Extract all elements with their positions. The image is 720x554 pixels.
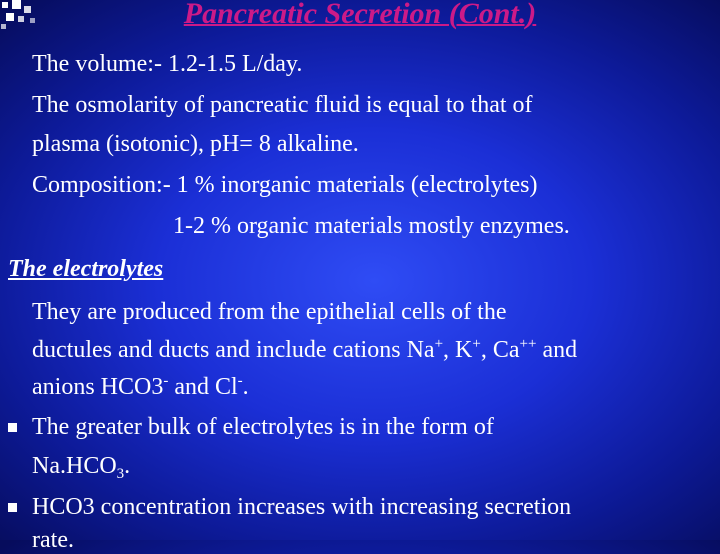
electrolytes-heading: The electrolytes <box>8 256 164 282</box>
slide-title: Pancreatic Secretion (Cont.) <box>183 0 537 30</box>
nahco-subscript: 3 <box>116 466 125 482</box>
anions-text: anions HCO3 <box>32 374 164 400</box>
ca-charge: ++ <box>519 336 537 352</box>
hco3-line-1: HCO3 concentration increases with increasing secretion <box>32 494 572 520</box>
produced-line-1: They are produced from the epithelial cells of the <box>32 299 507 325</box>
k-text: , K <box>443 337 473 363</box>
nahco-period: . <box>124 453 131 479</box>
k-charge: + <box>472 336 481 352</box>
cl-charge: - <box>237 373 243 389</box>
nahco-text: Na.HCO <box>32 453 117 479</box>
hco3-charge: - <box>163 373 169 389</box>
bulk-line-2 <box>32 452 130 480</box>
bulk-line-1: The greater bulk of electrolytes is in the form of <box>32 414 494 440</box>
composition-line-2: 1-2 % organic materials mostly enzymes. <box>173 213 570 239</box>
bullet-square <box>8 503 17 512</box>
produced-line-2 <box>32 336 577 364</box>
cations-text: ductules and ducts and include cations Na <box>32 337 435 363</box>
and-text: and <box>536 337 578 363</box>
cl-text: and Cl <box>168 374 238 400</box>
na-charge: + <box>434 336 444 352</box>
osmolarity-line-2: plasma (isotonic), pH= 8 alkaline. <box>32 131 359 157</box>
composition-line-1: Composition:- 1 % inorganic materials (electrolytes) <box>32 172 538 198</box>
ca-text: , Ca <box>480 337 520 363</box>
bullet-square <box>8 423 17 432</box>
period-text: . <box>242 374 249 400</box>
osmolarity-line-1: The osmolarity of pancreatic fluid is equal to that of <box>32 92 533 118</box>
volume-line: The volume:- 1.2-1.5 L/day. <box>32 51 303 77</box>
hco3-line-2: rate. <box>32 527 74 553</box>
produced-line-3 <box>32 373 249 401</box>
